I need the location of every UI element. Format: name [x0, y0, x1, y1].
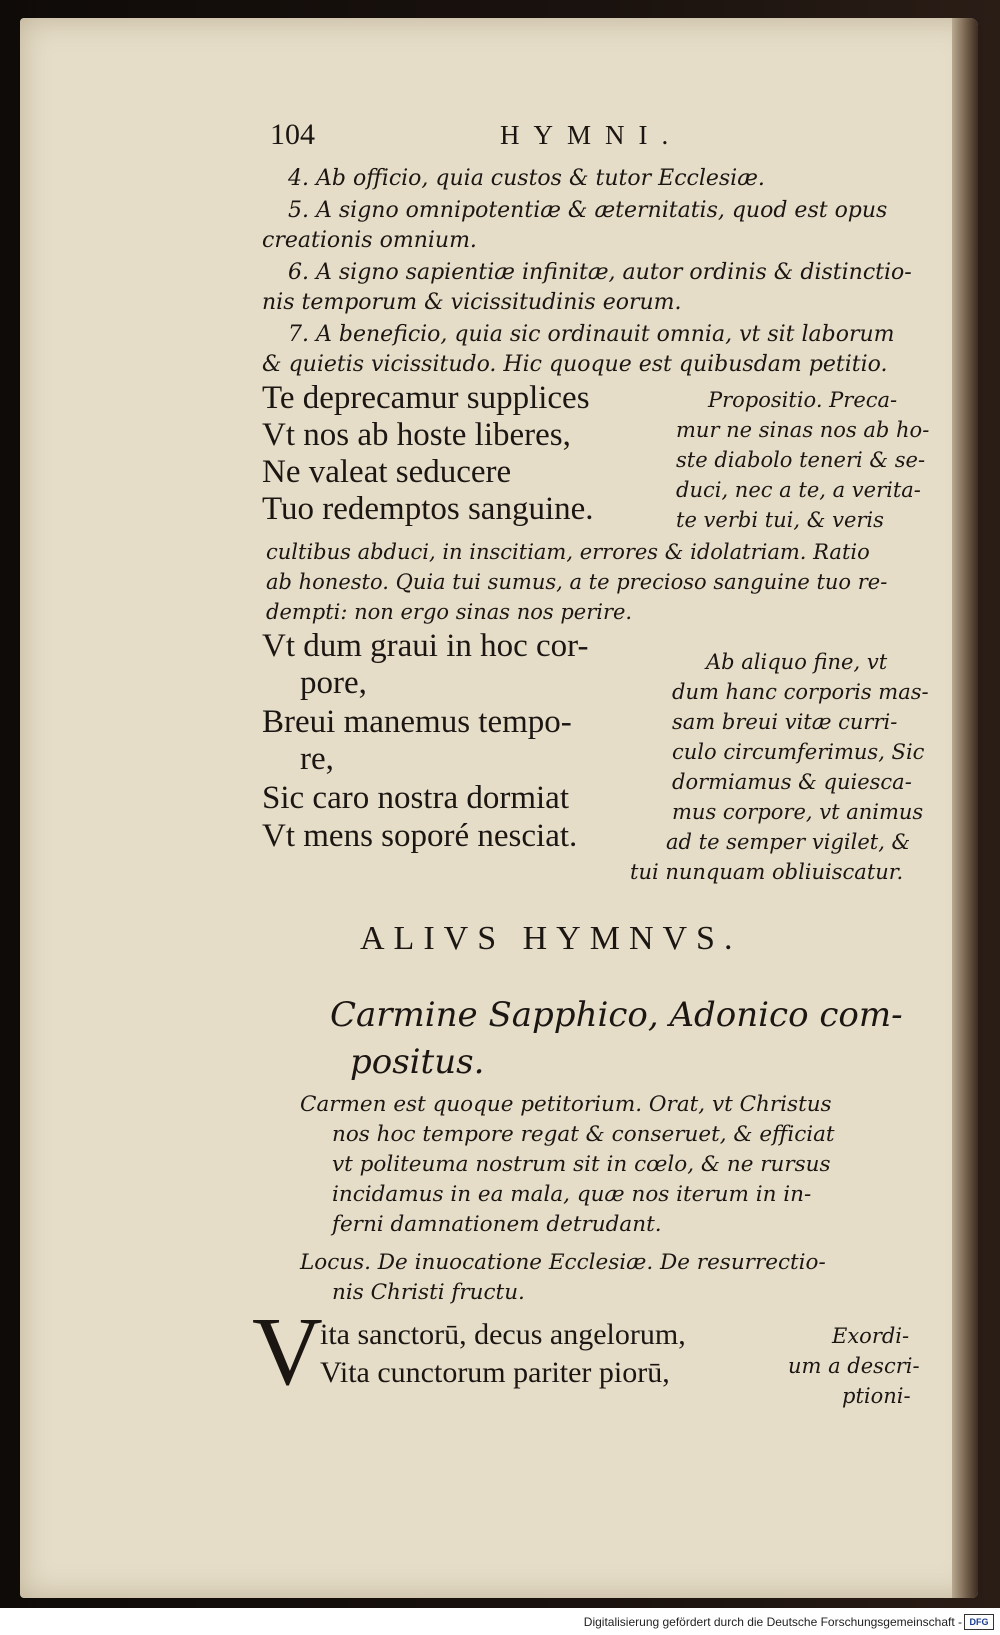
verse-line: Sic caro nostra dormiat [262, 780, 569, 816]
gloss-line: tui nunquam obliuiscatur. [630, 860, 904, 884]
drop-cap: V [252, 1298, 323, 1406]
dfg-logo[interactable]: DFG [964, 1614, 994, 1630]
gloss-line: sam breui vitæ curri- [672, 710, 898, 734]
verse-line: Tuo redemptos sanguine. [262, 491, 594, 527]
argument-line: nos hoc tempore regat & conseruet, & efficiat [332, 1122, 835, 1147]
gloss-line: duci, nec a te, a verita- [676, 478, 921, 502]
gloss-line: dum hanc corporis mas- [672, 680, 929, 704]
verse-line: pore, [300, 665, 367, 701]
gloss-line: ptioni- [842, 1384, 911, 1408]
gloss-line: te verbi tui, & veris [676, 508, 884, 532]
note-line: creationis omnium. [262, 228, 477, 253]
verse-line: ita sanctorū, decus angelorum, [320, 1318, 686, 1351]
footer-bar [0, 1608, 1000, 1635]
verse-line: Te deprecamur supplices [262, 380, 590, 416]
note-line: & quietis vicissitudo. Hic quoque est quibusdam petitio. [262, 352, 888, 377]
note-line: 6. A signo sapientiæ infinitæ, autor ordinis & distinctio- [288, 260, 912, 285]
gloss-line: ab honesto. Quia tui sumus, a te precioso sanguine tuo re- [266, 570, 888, 594]
subtitle-line: positus. [350, 1042, 485, 1082]
verse-line: re, [300, 741, 334, 777]
gloss-line: mus corpore, vt animus [672, 800, 924, 824]
gloss-line: mur ne sinas nos ab ho- [676, 418, 930, 442]
gloss-line: dempti: non ergo sinas nos perire. [266, 600, 633, 624]
gloss-line: dormiamus & quiesca- [672, 770, 912, 794]
note-line: 4. Ab officio, quia custos & tutor Ecclesiæ. [288, 166, 765, 191]
verse-line: Ne valeat seducere [262, 454, 512, 490]
page-number: 104 [270, 118, 315, 151]
page-edge [952, 18, 978, 1598]
gloss-line: um a descri- [788, 1354, 920, 1378]
subtitle-line: Carmine Sapphico, Adonico com- [330, 995, 903, 1035]
verse-line: Breui manemus tempo- [262, 704, 572, 740]
gloss-line: Propositio. Preca- [708, 388, 898, 412]
note-line: 5. A signo omnipotentiæ & æternitatis, quod est opus [288, 198, 888, 223]
argument-line: ferni damnationem detrudant. [332, 1212, 662, 1237]
section-title: ALIVS HYMNVS. [360, 920, 742, 957]
argument-line: Carmen est quoque petitorium. Orat, vt Christus [300, 1092, 832, 1117]
gloss-line: culo circumferimus, Sic [672, 740, 925, 764]
argument-line: incidamus in ea mala, quæ nos iterum in in- [332, 1182, 812, 1207]
gloss-line: Ab aliquo fine, vt [706, 650, 888, 674]
footer-credit: Digitalisierung gefördert durch die Deutsche Forschungsgemeinschaft - [583, 1615, 962, 1629]
running-head: HYMNI. [500, 120, 683, 150]
argument-line: Locus. De inuocatione Ecclesiæ. De resurrectio- [300, 1250, 826, 1275]
gloss-line: ste diabolo teneri & se- [676, 448, 926, 472]
argument-line: vt politeuma nostrum sit in cœlo, & ne rursus [332, 1152, 831, 1177]
gloss-line: Exordi- [832, 1324, 910, 1348]
gloss-line: ad te semper vigilet, & [666, 830, 911, 854]
note-line: nis temporum & vicissitudinis eorum. [262, 290, 682, 315]
verse-line: Vita cunctorum pariter piorū, [320, 1356, 670, 1389]
argument-line: nis Christi fructu. [332, 1280, 525, 1305]
gloss-line: cultibus abduci, in inscitiam, errores & idolatriam. Ratio [266, 540, 870, 564]
page-header [270, 118, 930, 158]
verse-line: Vt mens soporé nesciat. [262, 818, 578, 854]
note-line: 7. A beneficio, quia sic ordinauit omnia, vt sit laborum [288, 322, 895, 347]
verse-line: Vt dum graui in hoc cor- [262, 628, 589, 664]
verse-line: Vt nos ab hoste liberes, [262, 417, 571, 453]
